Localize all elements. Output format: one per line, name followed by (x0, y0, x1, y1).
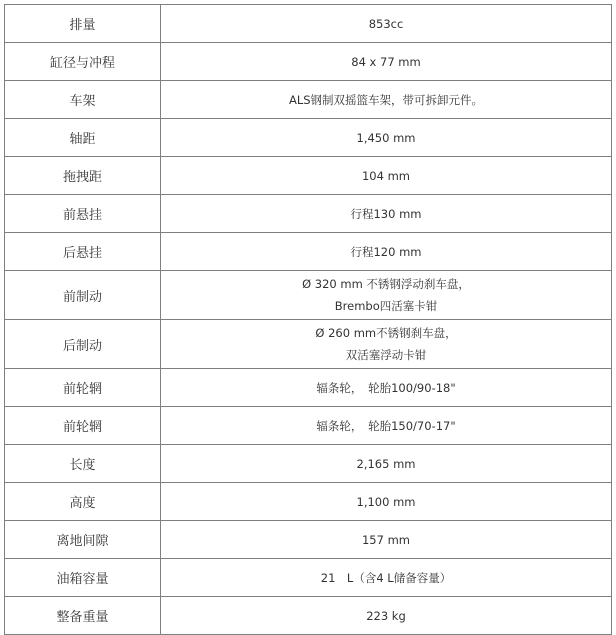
table-row (5, 521, 612, 559)
specs-table (4, 4, 612, 635)
spec-value: 1,100 mm (161, 483, 612, 521)
table-row (5, 320, 612, 369)
spec-value: 104 mm (161, 157, 612, 195)
spec-value: ALS钢制双摇篮车架，带可拆卸元件。 (161, 81, 612, 119)
spec-value: 223 kg (161, 597, 612, 635)
spec-label: 高度 (5, 483, 161, 521)
table-row (5, 271, 612, 320)
spec-value: 157 mm (161, 521, 612, 559)
table-row (5, 559, 612, 597)
spec-label: 后悬挂 (5, 233, 161, 271)
table-row (5, 119, 612, 157)
spec-label: 缸径与冲程 (5, 43, 161, 81)
table-row (5, 233, 612, 271)
spec-value: 行程130 mm (161, 195, 612, 233)
spec-value: Ø 320 mm 不锈钢浮动刹车盘， Brembo四活塞卡钳 (161, 271, 612, 320)
table-row (5, 445, 612, 483)
spec-label: 前制动 (5, 271, 161, 320)
table-row (5, 5, 612, 43)
table-row (5, 369, 612, 407)
spec-label: 车架 (5, 81, 161, 119)
spec-label: 后制动 (5, 320, 161, 369)
spec-value: 辐条轮， 轮胎100/90-18" (161, 369, 612, 407)
spec-label: 整备重量 (5, 597, 161, 635)
spec-label: 轴距 (5, 119, 161, 157)
table-row (5, 81, 612, 119)
spec-value: 2,165 mm (161, 445, 612, 483)
spec-value: 853cc (161, 5, 612, 43)
table-row (5, 157, 612, 195)
spec-value: 21 L（含4 L储备容量） (161, 559, 612, 597)
spec-label: 油箱容量 (5, 559, 161, 597)
spec-label: 前轮辋 (5, 369, 161, 407)
spec-label: 离地间隙 (5, 521, 161, 559)
spec-label: 排量 (5, 5, 161, 43)
table-row (5, 407, 612, 445)
spec-label: 长度 (5, 445, 161, 483)
spec-label: 拖拽距 (5, 157, 161, 195)
spec-value: 辐条轮， 轮胎150/70-17" (161, 407, 612, 445)
spec-value: 1,450 mm (161, 119, 612, 157)
table-row (5, 195, 612, 233)
spec-value: Ø 260 mm不锈钢刹车盘， 双活塞浮动卡钳 (161, 320, 612, 369)
spec-value: 行程120 mm (161, 233, 612, 271)
table-row (5, 43, 612, 81)
table-row (5, 483, 612, 521)
spec-label: 前悬挂 (5, 195, 161, 233)
table-row (5, 597, 612, 635)
spec-value: 84 x 77 mm (161, 43, 612, 81)
spec-label: 前轮辋 (5, 407, 161, 445)
